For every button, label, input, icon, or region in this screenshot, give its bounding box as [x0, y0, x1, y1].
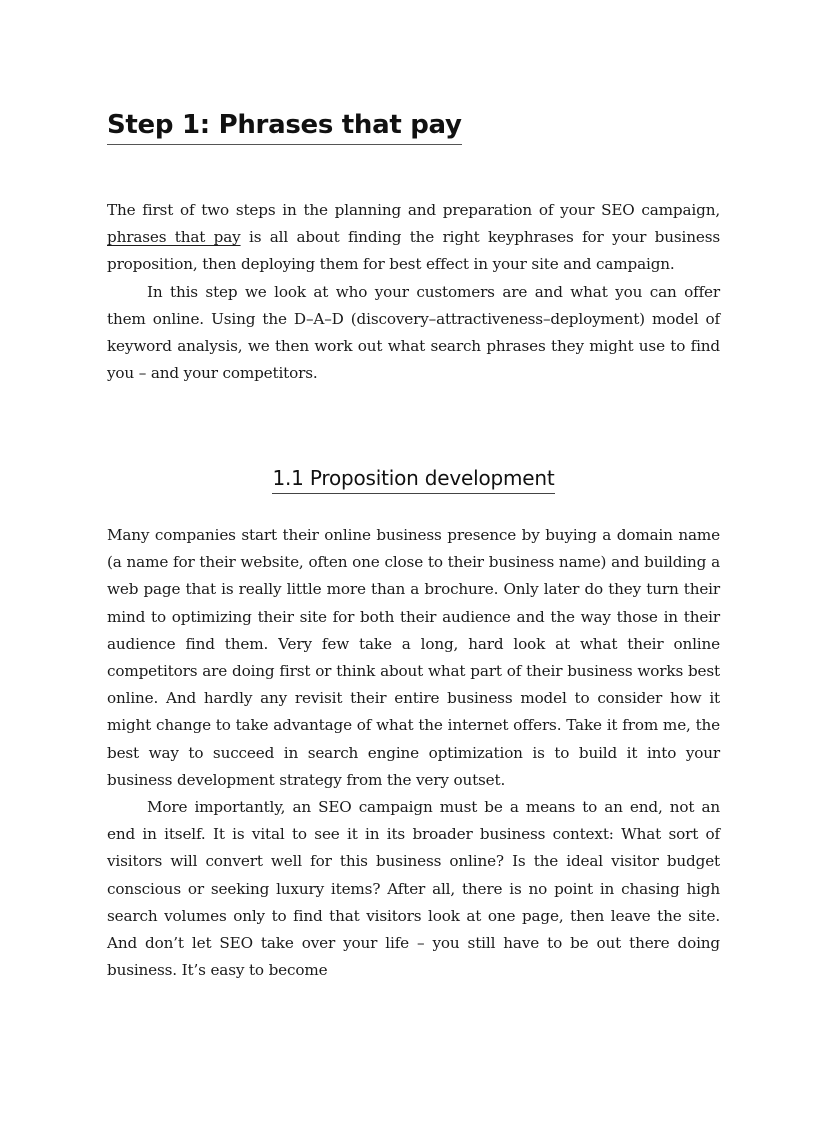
step-title: Step 1: Phrases that pay: [107, 108, 462, 145]
section-heading-wrapper: [107, 464, 720, 494]
section-heading: 1.1 Proposition development: [272, 464, 554, 494]
section-paragraph-2: More importantly, an SEO campaign must be a means to an end, not an end in itself. It is vital to see it in its broader business context: What sort of visitors will convert well for this business online? Is the ideal visitor budget conscious or seeking luxury items? After all, there is no point in chasing high search volumes only to find that visitors look at one page, then leave the site. And don’t let SEO take over your life – you still have to be out there doing business. It’s easy to become: [107, 798, 720, 980]
section-paragraph-1: Many companies start their online business presence by buying a domain name (a name for their website, often one close to their business name) and building a web page that is really little more than a brochure. Only later do they turn their mind to optimizing their site for both their audience and the way those in their audience find them. Very few take a long, hard look at what their online competitors are doing first or think about what part of their business works best online. And hardly any revisit their entire business model to consider how it might change to take advantage of what the internet offers. Take it from me, the best way to succeed in search engine optimization is to build it into your business development strategy from the very outset.: [107, 526, 720, 789]
intro-p1-start: The first of two steps in the planning and preparation of your SEO campaign,: [107, 201, 720, 219]
section-body: [107, 522, 720, 984]
phrases-that-pay-emphasis: phrases that pay: [107, 228, 241, 247]
intro-paragraph-1: [107, 197, 720, 279]
intro-text: [107, 197, 720, 387]
intro-p1-end: is all about finding the right keyphrases for your business proposition, then deploying them for best effect in your site and campaign.: [107, 228, 720, 274]
intro-paragraph-2: In this step we look at who your customers are and what you can offer them online. Using the D–A–D (discovery–attractiveness–deployment) model of keyword analysis, we then work out what search phrases they might use to find you – and your competitors.: [107, 282, 720, 383]
